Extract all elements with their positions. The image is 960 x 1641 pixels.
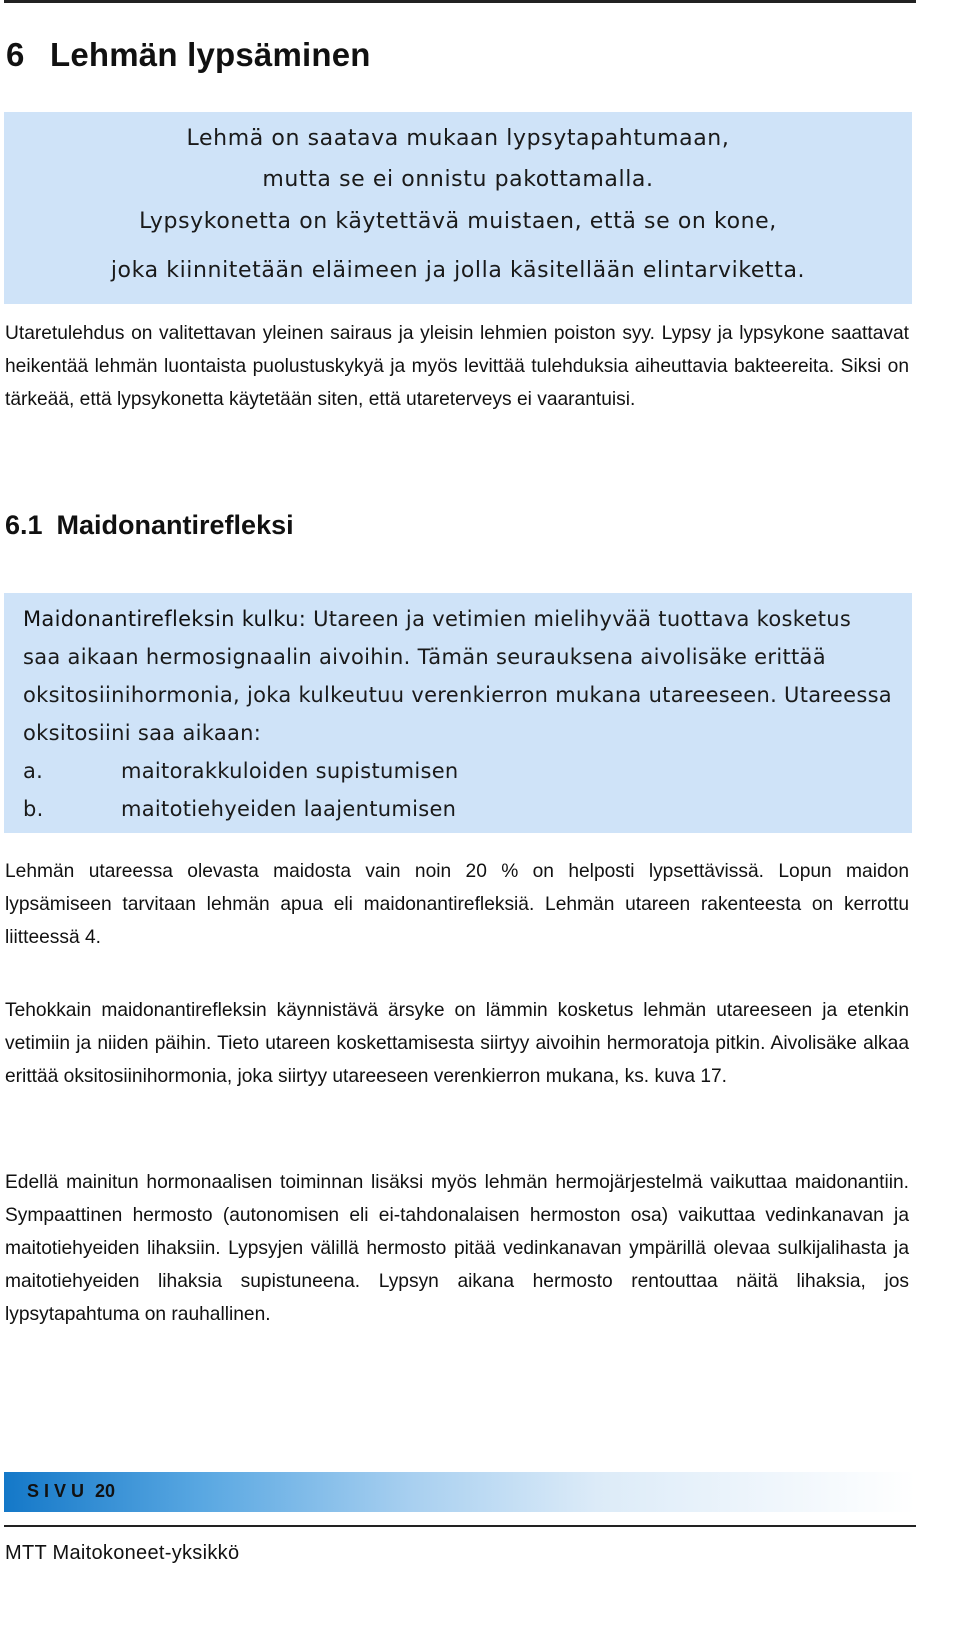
quote-line: joka kiinnitetään eläimeen ja jolla käsitellään elintarviketta. — [110, 258, 806, 283]
section-number: 6.1 — [5, 510, 43, 540]
list-item-text: maitorakkuloiden supistumisen — [121, 759, 459, 783]
intro-paragraph: Utaretulehdus on valitettavan yleinen sairaus ja yleisin lehmien poiston syy. Lypsy ja lypsykone saattavat heikentää lehmän luontaista puolustuskykyä ja myös levittää tulehduksia aiheuttavia bakteereita. Siksi on tärkeää, että lypsykonetta käytetään siten, että utareterveys ei vaarantuisi. — [5, 323, 909, 410]
chapter-number: 6 — [6, 36, 25, 73]
body-paragraph: Lehmän utareessa olevasta maidosta vain noin 20 % on helposti lypsettävissä. Lopun maidon lypsämiseen tarvitaan lehmän apua eli maidonantirefleksiä. Lehmän utareen rakenteesta on kerrottu liitteessä 4. — [5, 861, 909, 948]
body-paragraph: Tehokkain maidonantirefleksin käynnistävä ärsyke on lämmin kosketus lehmän utareeseen ja etenkin vetimiin ja niiden päihin. Tieto utareen koskettamisesta siirtyy aivoihin hermoratoja pitkin. Aivolisäke alkaa erittää oksitosiinihormonia, joka siirtyy utareeseen verenkierron mukana, ks. kuva 17. — [5, 1000, 909, 1087]
reflex-info-box — [4, 593, 912, 833]
body-paragraph: Edellä mainitun hormonaalisen toiminnan lisäksi myös lehmän hermojärjestelmä vaikuttaa maidonantiin. Sympaattinen hermosto (autonomisen eli ei-tahdonalaisen hermoston osa) vaikuttaa vedinkanavan ja maitotiehyeiden lihaksiin. Lypsyjen välillä hermosto pitää vedinkanavan ympärillä olevaa sulkijalihasta ja maitotiehyeiden lihaksia supistuneena. Lypsyn aikana hermosto rentouttaa näitä lihaksia, jos lypsytapahtuma on rauhallinen. — [5, 1172, 909, 1325]
reflex-description — [23, 600, 894, 752]
list-item-text: maitotiehyeiden laajentumisen — [121, 797, 457, 821]
quote-box — [4, 112, 912, 304]
quote-line: Lehmä on saatava mukaan lypsytapahtumaan, — [186, 126, 730, 151]
section-heading — [5, 510, 294, 541]
list-marker: b. — [23, 797, 44, 821]
reflex-text: Utareen ja vetimien mielihyvää tuottava kosketus saa aikaan hermosignaalin aivoihin. Tämän seurauksena aivolisäke erittää oksitosiinihormonia, joka kulkeutuu verenkierron mukana utareeseen. Utareessa oksitosiini saa aikaan: — [23, 607, 892, 745]
reflex-label: Maidonantirefleksin kulku: — [23, 607, 307, 631]
list-item — [23, 752, 894, 790]
footer-gradient-bar — [4, 1472, 916, 1512]
top-rule — [4, 0, 916, 3]
footer-organization: MTT Maitokoneet-yksikkö — [5, 1542, 240, 1564]
page-indicator — [27, 1481, 115, 1502]
quote-line: Lypsykonetta on käytettävä muistaen, että se on kone, — [139, 209, 777, 234]
section-title: Maidonantirefleksi — [56, 510, 294, 540]
list-item — [23, 790, 894, 828]
quote-line: mutta se ei onnistu pakottamalla. — [262, 167, 654, 192]
page-number: 20 — [95, 1481, 116, 1501]
page-label: SIVU — [27, 1481, 90, 1501]
bottom-rule — [4, 1525, 916, 1527]
chapter-heading — [6, 36, 371, 74]
chapter-title: Lehmän lypsäminen — [50, 36, 371, 73]
list-marker: a. — [23, 759, 44, 783]
